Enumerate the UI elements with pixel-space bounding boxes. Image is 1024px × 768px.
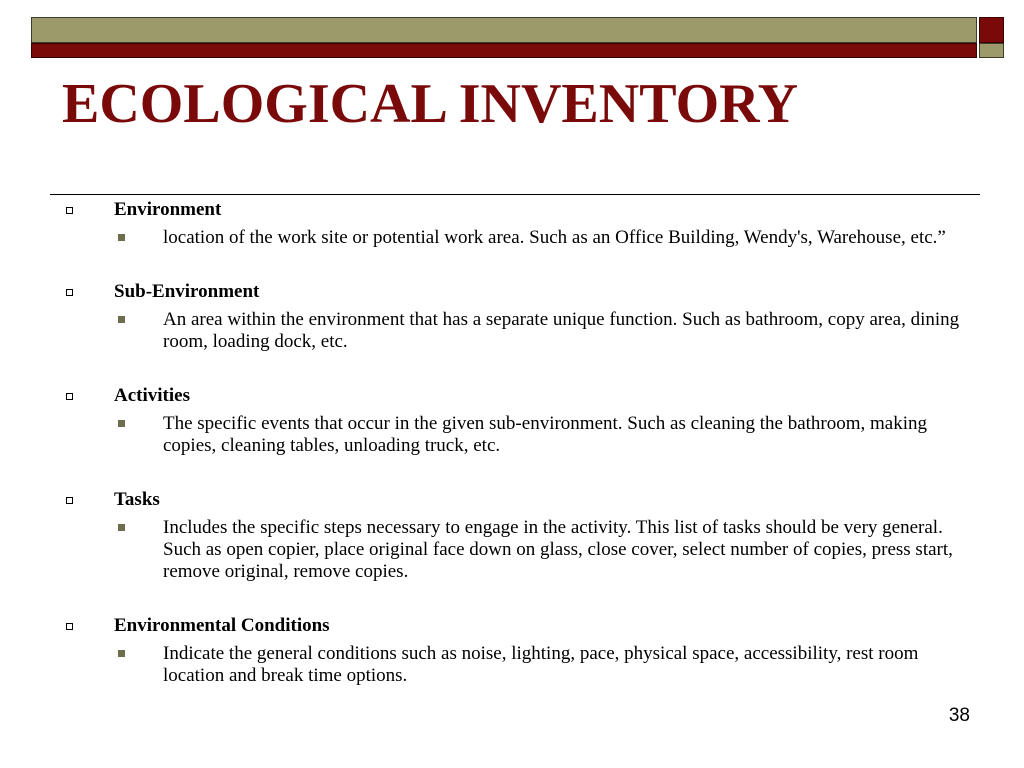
item-heading	[62, 385, 972, 407]
solid-square-bullet-icon	[118, 420, 125, 427]
slide-title: ECOLOGICAL INVENTORY	[62, 73, 799, 135]
hollow-square-bullet-icon	[66, 207, 73, 214]
list-item-environment	[62, 199, 972, 249]
item-heading	[62, 615, 972, 637]
item-heading	[62, 489, 972, 511]
item-heading-text: Sub-Environment	[114, 281, 260, 302]
item-description-text: location of the work site or potential work area. Such as an Office Building, Wendy's, Warehouse, etc.”	[163, 227, 946, 248]
item-description-text: The specific events that occur in the given sub-environment. Such as cleaning the bathroom, making copies, cleaning tables, unloading truck, etc.	[163, 413, 927, 456]
bullet-list	[62, 199, 972, 719]
item-description-text: An area within the environment that has a separate unique function. Such as bathroom, copy area, dining room, loading dock, etc.	[163, 309, 960, 352]
hollow-square-bullet-icon	[66, 497, 73, 504]
hollow-square-bullet-icon	[66, 393, 73, 400]
item-description-text: Includes the specific steps necessary to engage in the activity. This list of tasks should be very general. Such as open copier, place original face down on glass, close cover, select number of copies, press start, remove original, remove copies.	[163, 517, 953, 582]
header-square-olive	[979, 43, 1004, 58]
item-description-text: Indicate the general conditions such as noise, lighting, pace, physical space, accessibility, rest room location and break time options.	[163, 643, 919, 686]
item-heading	[62, 199, 972, 221]
solid-square-bullet-icon	[118, 234, 125, 241]
header-bar-olive	[31, 17, 977, 43]
item-description	[62, 227, 972, 249]
item-description	[62, 413, 972, 457]
item-heading-text: Environmental Conditions	[114, 615, 330, 636]
title-divider	[50, 194, 980, 195]
header-square-maroon	[979, 17, 1004, 43]
list-item-environmental-conditions	[62, 615, 972, 687]
solid-square-bullet-icon	[118, 524, 125, 531]
item-description	[62, 643, 972, 687]
item-heading	[62, 281, 972, 303]
item-heading-text: Environment	[114, 199, 222, 220]
item-description	[62, 309, 972, 353]
item-description	[62, 517, 972, 583]
page-number: 38	[948, 705, 970, 726]
header-bar-maroon	[31, 43, 977, 58]
list-item-sub-environment	[62, 281, 972, 353]
solid-square-bullet-icon	[118, 650, 125, 657]
hollow-square-bullet-icon	[66, 623, 73, 630]
hollow-square-bullet-icon	[66, 289, 73, 296]
list-item-tasks	[62, 489, 972, 583]
item-heading-text: Tasks	[114, 489, 160, 510]
list-item-activities	[62, 385, 972, 457]
item-heading-text: Activities	[114, 385, 190, 406]
solid-square-bullet-icon	[118, 316, 125, 323]
